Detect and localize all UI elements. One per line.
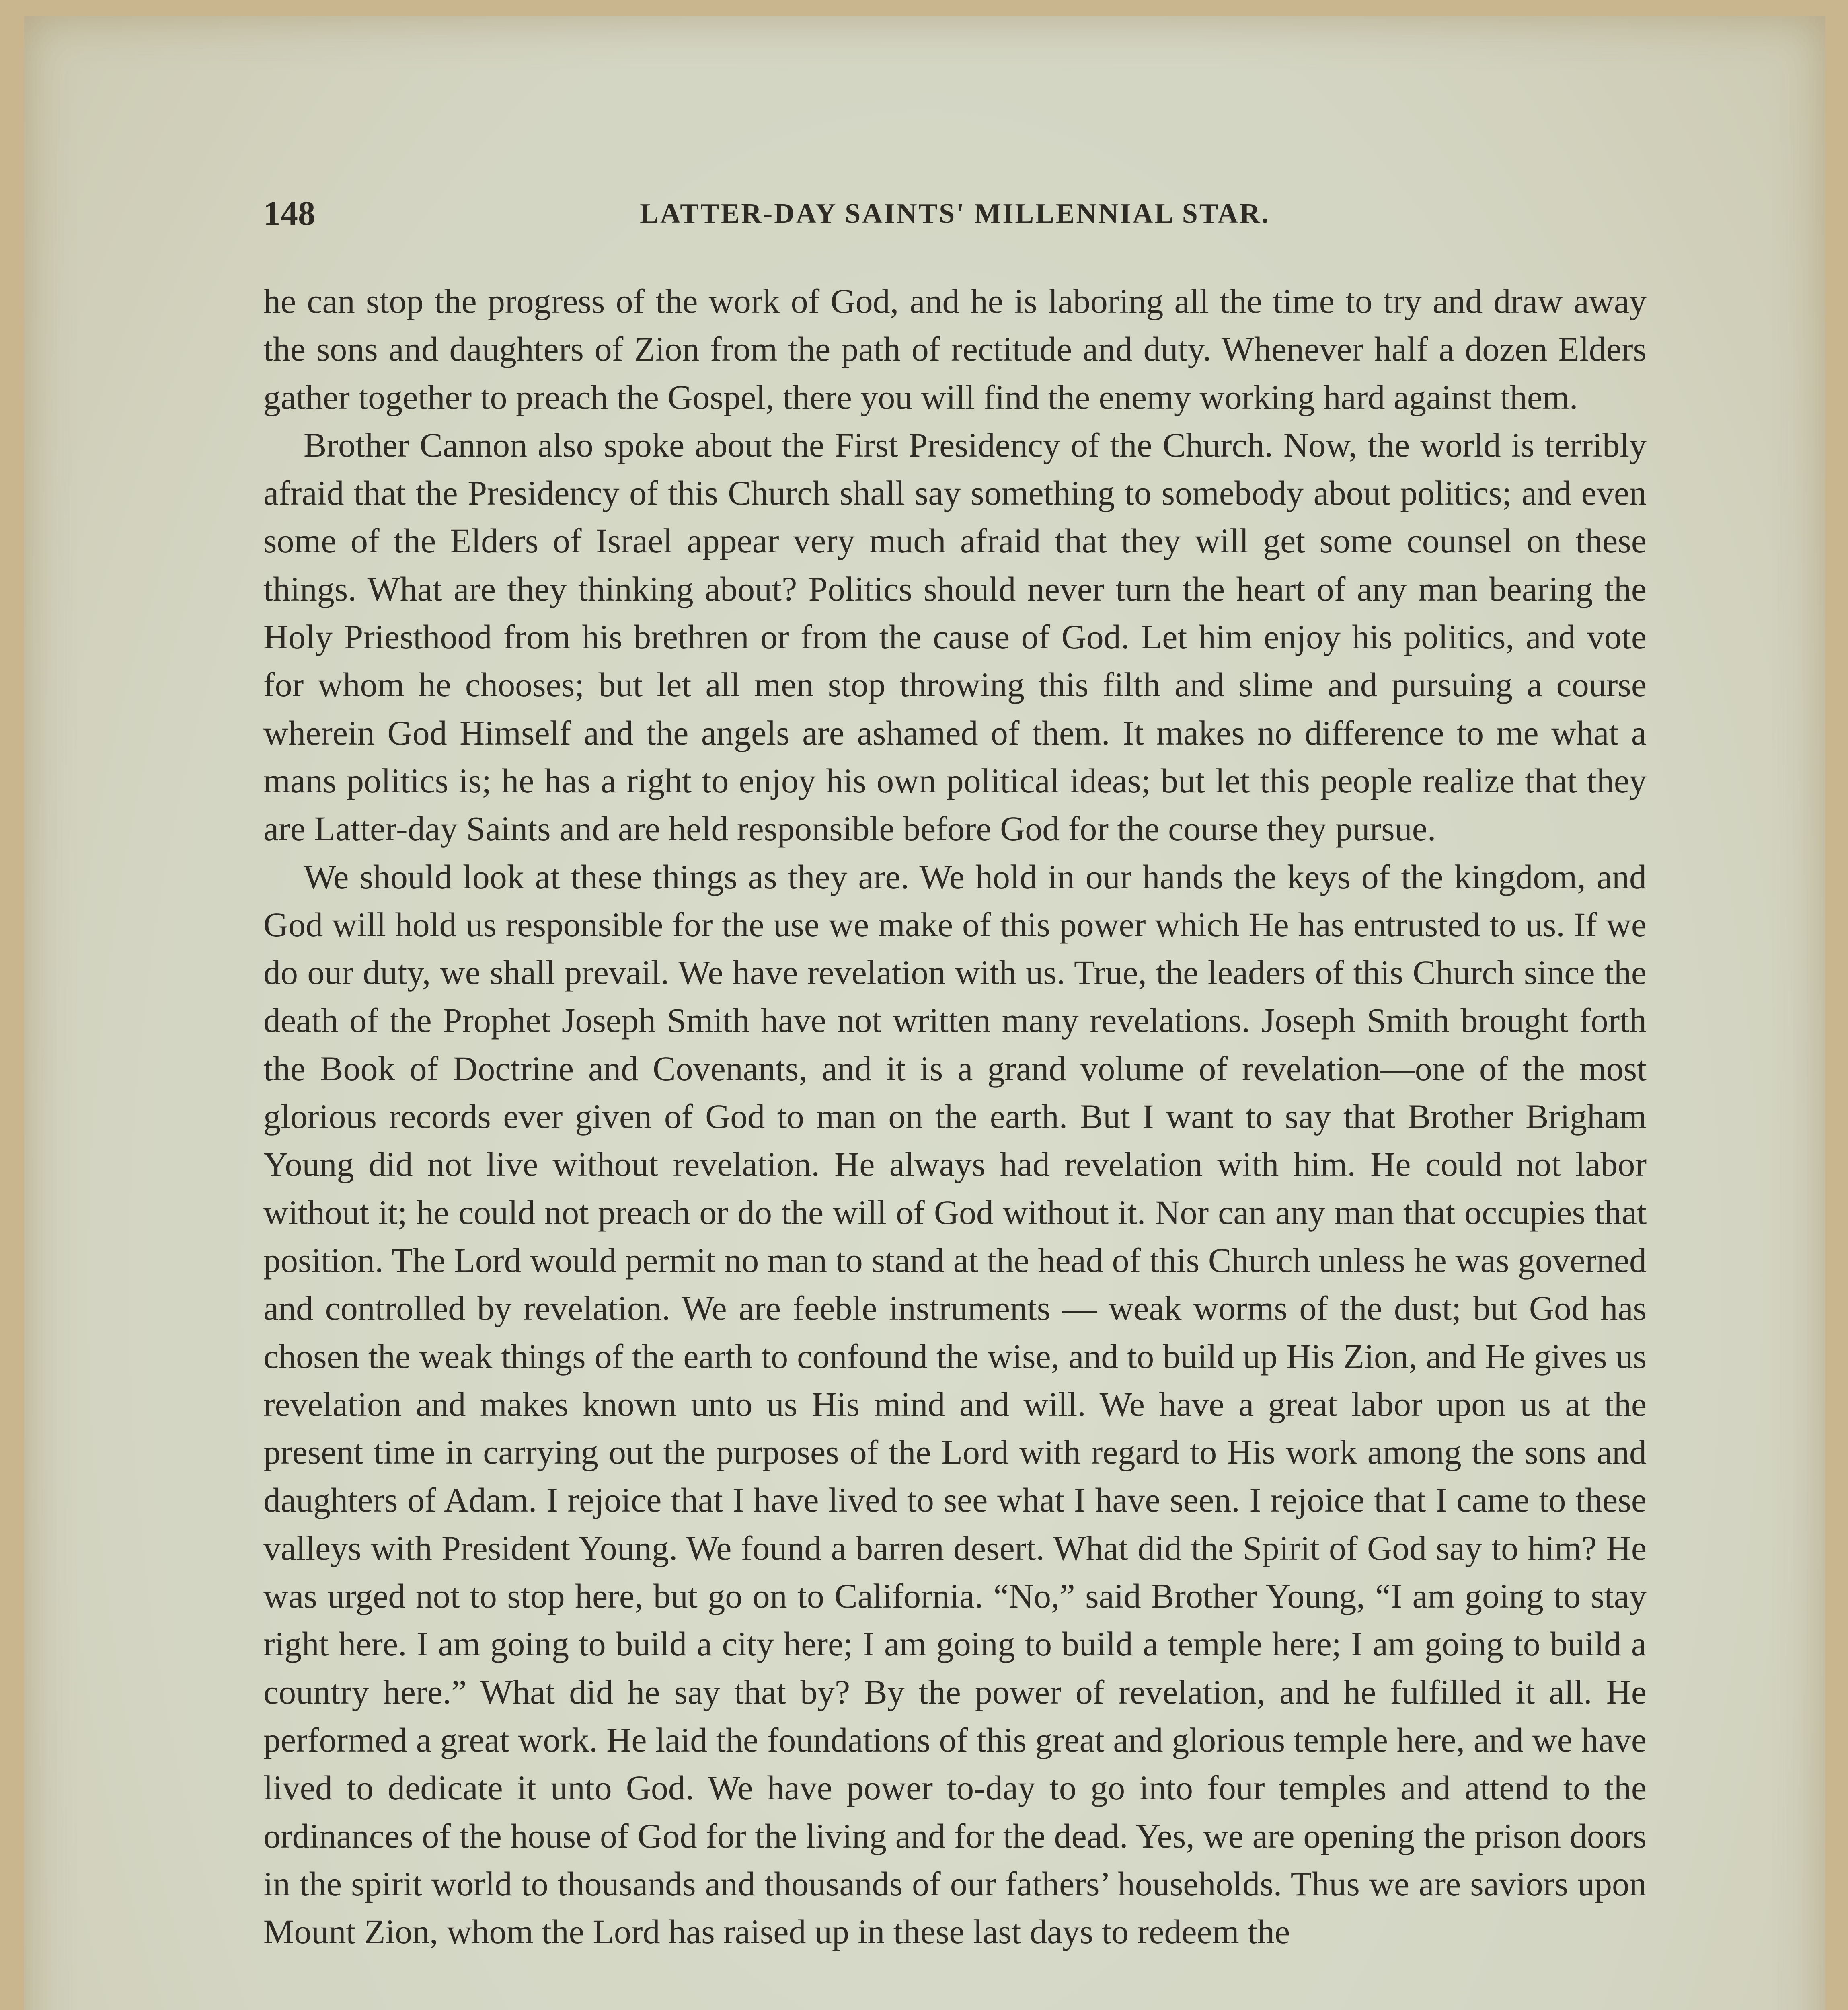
paragraph-first-presidency: Brother Cannon also spoke about the First Presidency of the Church. Now, the world is terribly afraid that the Presidency of this Church shall say something to somebody about politics; and even some of the Elders of Israel appear very much afraid that they will get some counsel on these things. What are they thinking about? Politics should never turn the heart of any man bearing the Holy Priesthood from his brethren or from the cause of God. Let him enjoy his politics, and vote for whom he chooses; but let all men stop throwing this filth and slime and pursuing a course wherein God Himself and the angels are ashamed of them. It makes no difference to me what a mans politics is; he has a right to enjoy his own political ideas; but let this people realize that they are Latter-day Saints and are held responsible before God for the course they pursue. xyxy=(263,425,1647,848)
running-title: LATTER-DAY SAINTS' MILLENNIAL STAR. xyxy=(640,198,1270,229)
body-text xyxy=(263,277,1647,1956)
page-header xyxy=(263,193,1647,241)
paragraph-revelation: We should look at these things as they are. We hold in our hands the keys of the kingdom, and God will hold us responsible for the use we make of this power which He has entrusted to us. If we do our duty, we shall prevail. We have revelation with us. True, the leaders of this Church since the death of the Prophet Joseph Smith have not written many revelations. Joseph Smith brought forth the Book of Doctrine and Covenants, and it is a grand volume of revelation—one of the most glorious records ever given of God to man on the earth. But I want to say that Brother Brigham Young did not live without revelation. He always had revelation with him. He could not labor without it; he could not preach or do the will of God without it. Nor can any man that occupies that position. The Lord would permit no man to stand at the head of this Church unless he was governed and controlled by revelation. We are feeble instruments — weak worms of the dust; but God has chosen the weak things of the earth to confound the wise, and to build up His Zion, and He gives us revelation and makes known unto us His mind and will. We have a great labor upon us at the present time in carrying out the purposes of the Lord with regard to His work among the sons and daughters of Adam. I rejoice that I have lived to see what I have seen. I rejoice that I came to these valleys with President Young. We found a barren desert. What did the Spirit of God say to him? He was urged not to stop here, but go on to California. “No,” said Brother Young, “I am going to stay right here. I am going to build a city here; I am going to build a temple here; I am going to build a country here.” What did he say that by? By the power of revelation, and he fulfilled it all. He performed a great work. He laid the foundations of this great and glorious temple here, and we have lived to dedicate it unto God. We have power to-day to go into four temples and attend to the ordinances of the house of God for the living and for the dead. Yes, we are opening the prison doors in the spirit world to thousands and thousands of our fathers’ households. Thus we are saviors upon Mount Zion, whom the Lord has raised up in these last days to redeem the xyxy=(263,857,1647,1951)
paragraph-continuation: he can stop the progress of the work of God, and he is laboring all the time to try and draw away the sons and daughters of Zion from the path of rectitude and duty. Whenever half a dozen Elders gather together to preach the Gospel, there you will find the enemy working hard against them. xyxy=(263,282,1647,416)
page-number: 148 xyxy=(263,194,315,232)
